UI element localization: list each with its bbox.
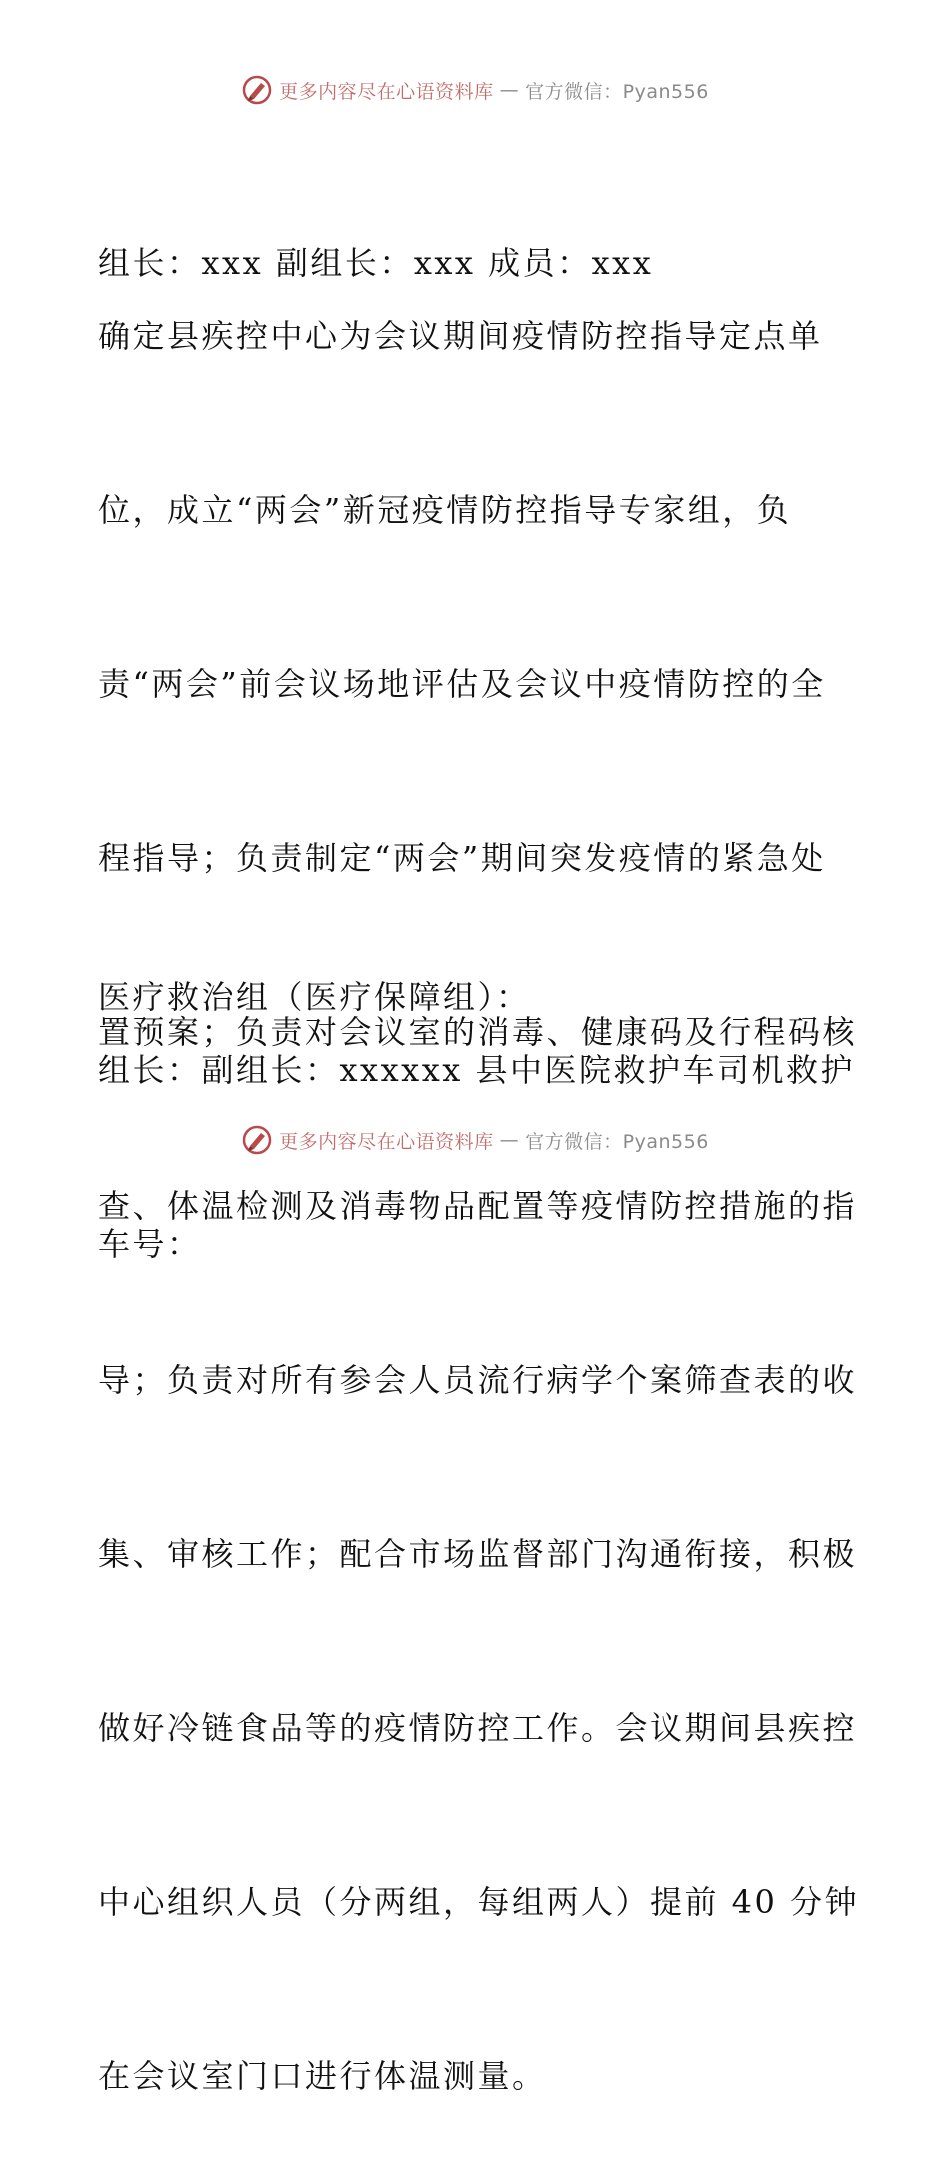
paragraph-line: 查、体温检测及消毒物品配置等疫情防控措施的指 [98,1187,858,1225]
watermark-separator: — [499,1129,520,1151]
paragraph-line: 做好冷链食品等的疫情防控工作。会议期间县疾控 [98,1709,858,1747]
medical-line: 组长：副组长：xxxxxx 县中医院救护车司机救护 [98,1051,855,1089]
watermark-wechat: 官方微信：Pyan556 [525,80,709,103]
paragraph-line: 导；负责对所有参会人员流行病学个案筛查表的收 [98,1361,858,1399]
leaders-text: 组长：xxx 副组长：xxx 成员：xxx [98,244,654,282]
paragraph-line: 位，成立“两会”新冠疫情防控指导专家组，负 [98,491,792,529]
header-watermark [0,70,950,110]
paragraph-line: 程指导；负责制定“两会”期间突发疫情的紧急处 [98,839,826,877]
pen-logo-icon [241,74,273,106]
watermark-text: 更多内容尽在心语资料库 [279,80,494,103]
paragraph-line: 中心组织人员（分两组，每组两人）提前 40 分钟 [98,1883,860,1921]
paragraph-line: 在会议室门口进行体温测量。 [98,2057,547,2095]
watermark-wechat: 官方微信：Pyan556 [525,1130,709,1153]
watermark-separator: — [499,79,520,101]
paragraph-line: 确定县疾控中心为会议期间疫情防控指导定点单 [98,317,823,355]
watermark-text: 更多内容尽在心语资料库 [279,1130,494,1153]
paragraph-line: 集、审核工作；配合市场监督部门沟通衔接，积极 [98,1535,858,1573]
paragraph-line: 置预案；负责对会议室的消毒、健康码及行程码核 [98,1013,858,1051]
pen-logo-icon [241,1124,273,1156]
section-heading-text: 医疗救治组（医疗保障组）： [98,978,531,1016]
footer-watermark [0,1120,950,1160]
medical-line: 车号： [98,1225,202,1263]
paragraph-line: 责“两会”前会议场地评估及会议中疫情防控的全 [98,665,826,703]
